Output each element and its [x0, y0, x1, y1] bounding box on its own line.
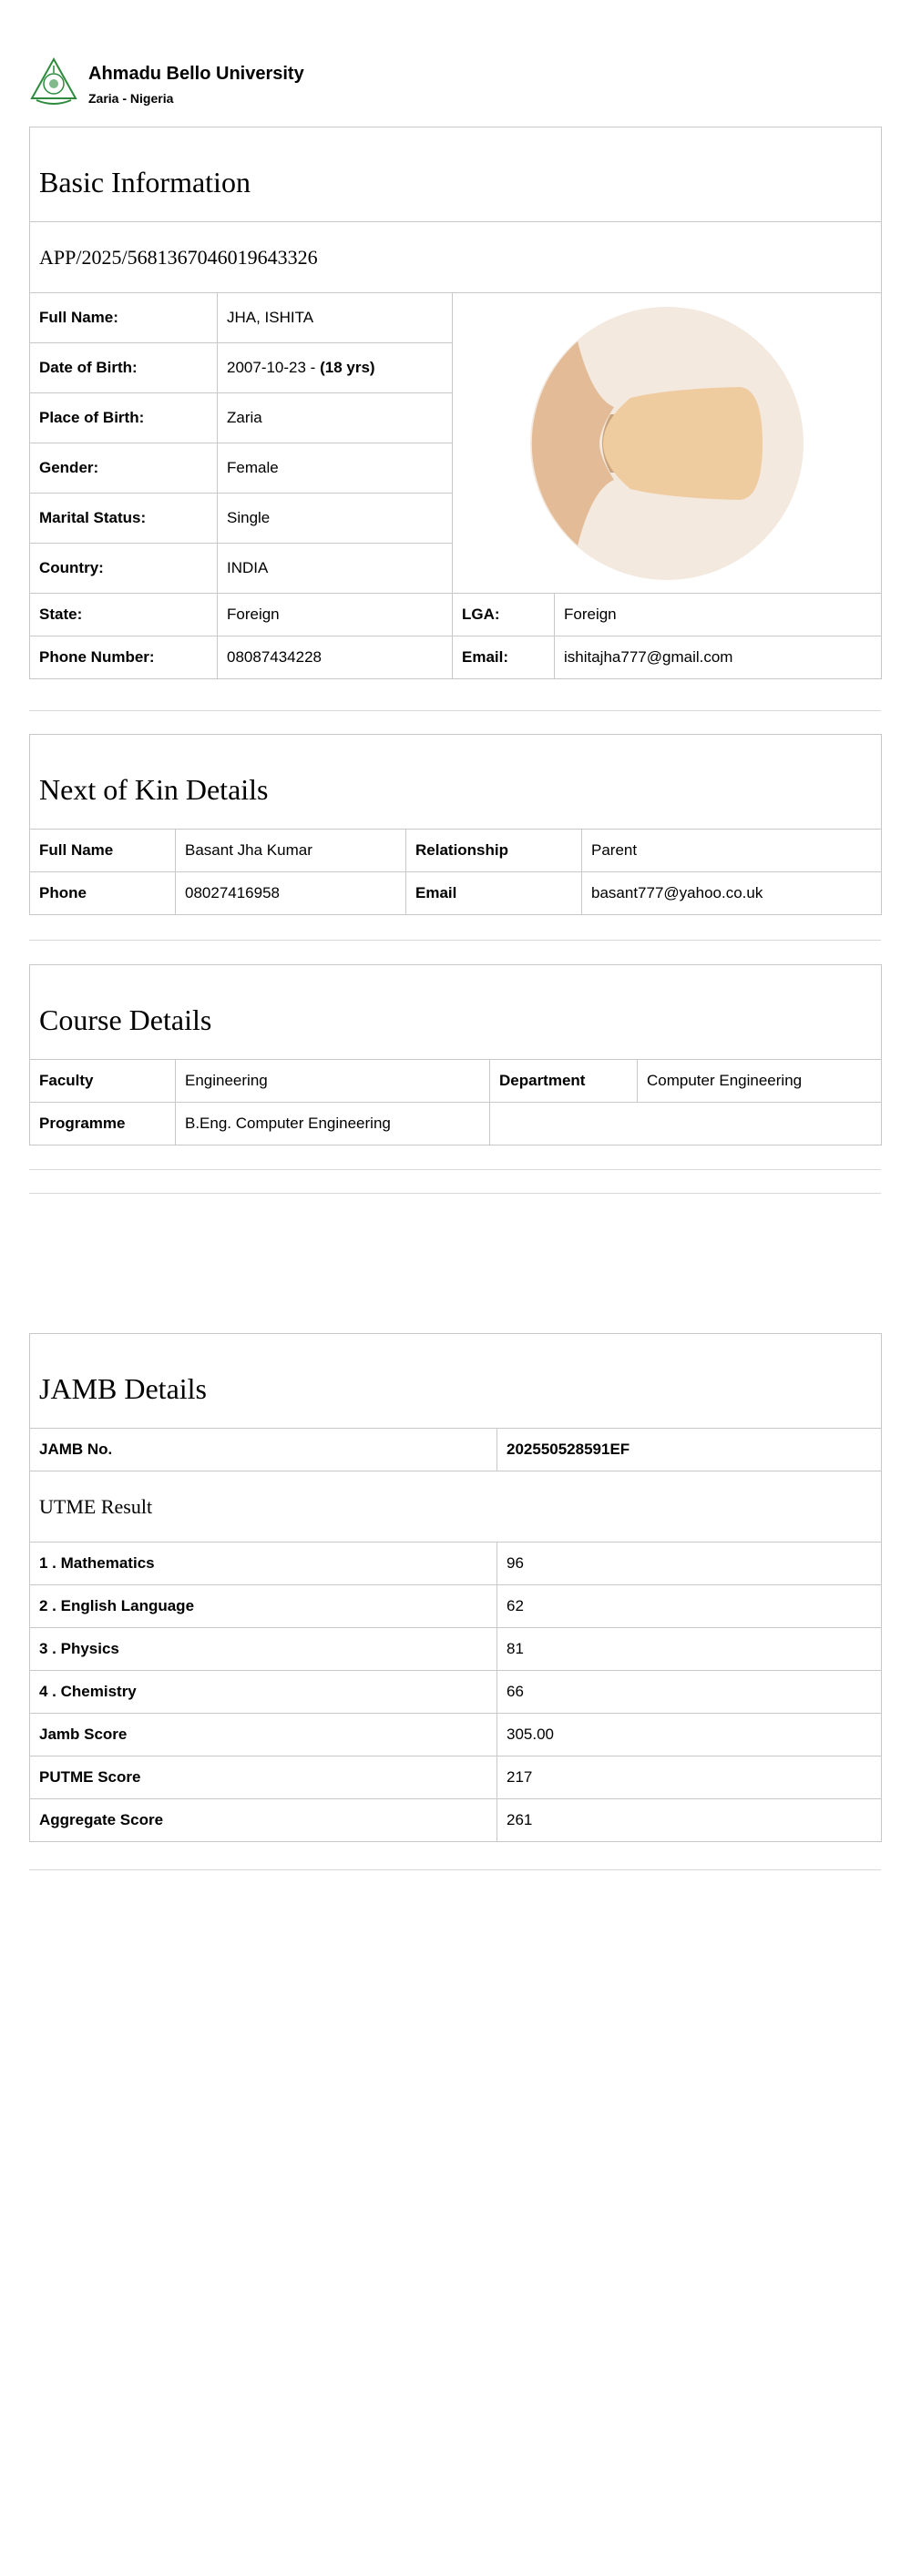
university-location: Zaria - Nigeria: [88, 91, 174, 106]
date-of-birth-value: [218, 343, 453, 393]
subject-score: 81: [497, 1628, 882, 1671]
divider: [29, 710, 881, 711]
passport-photo: [453, 293, 882, 594]
date-of-birth-label: Date of Birth:: [30, 343, 218, 393]
marital-status-value: Single: [218, 494, 453, 544]
department-label: Department: [490, 1060, 638, 1103]
marital-status-label: Marital Status:: [30, 494, 218, 544]
divider: [29, 1193, 881, 1194]
basic-information-section: [29, 127, 881, 679]
gender-label: Gender:: [30, 443, 218, 494]
putme-score-value: 217: [497, 1756, 882, 1799]
university-name: Ahmadu Bello University: [88, 64, 304, 84]
country-label: Country:: [30, 544, 218, 594]
kin-relationship-value: Parent: [582, 830, 882, 872]
email-label: Email:: [453, 636, 555, 679]
jamb-score-value: 305.00: [497, 1714, 882, 1756]
phone-number-value: 08087434228: [218, 636, 453, 679]
programme-value: B.Eng. Computer Engineering: [176, 1103, 490, 1145]
full-name-value: JHA, ISHITA: [218, 293, 453, 343]
subject-label: 2 . English Language: [30, 1585, 497, 1628]
subject-score: 62: [497, 1585, 882, 1628]
aggregate-score-value: 261: [497, 1799, 882, 1842]
kin-phone-value: 08027416958: [176, 872, 406, 915]
section-title: Next of Kin Details: [30, 735, 882, 830]
dob-age: (18 yrs): [320, 359, 375, 376]
avatar-photo-icon: [530, 307, 804, 580]
kin-full-name-label: Full Name: [30, 830, 176, 872]
jamb-no-label: JAMB No.: [30, 1429, 497, 1471]
faculty-value: Engineering: [176, 1060, 490, 1103]
subject-label: 4 . Chemistry: [30, 1671, 497, 1714]
dob-date: 2007-10-23 -: [227, 359, 321, 376]
divider: [29, 1869, 881, 1870]
lga-label: LGA:: [453, 594, 555, 636]
programme-label: Programme: [30, 1103, 176, 1145]
section-title: JAMB Details: [30, 1334, 882, 1429]
jamb-score-label: Jamb Score: [30, 1714, 497, 1756]
jamb-details-section: [29, 1333, 881, 1842]
divider: [29, 1169, 881, 1170]
kin-full-name-value: Basant Jha Kumar: [176, 830, 406, 872]
kin-email-label: Email: [406, 872, 582, 915]
kin-email-value: basant777@yahoo.co.uk: [582, 872, 882, 915]
subject-score: 96: [497, 1543, 882, 1585]
full-name-label: Full Name:: [30, 293, 218, 343]
email-value: ishitajha777@gmail.com: [555, 636, 882, 679]
application-number: APP/2025/5681367046019643326: [30, 222, 882, 293]
department-value: Computer Engineering: [638, 1060, 882, 1103]
kin-relationship-label: Relationship: [406, 830, 582, 872]
section-title: Basic Information: [30, 127, 882, 222]
aggregate-score-label: Aggregate Score: [30, 1799, 497, 1842]
subject-score: 66: [497, 1671, 882, 1714]
gender-value: Female: [218, 443, 453, 494]
state-value: Foreign: [218, 594, 453, 636]
place-of-birth-value: Zaria: [218, 393, 453, 443]
subject-label: 1 . Mathematics: [30, 1543, 497, 1585]
state-label: State:: [30, 594, 218, 636]
next-of-kin-section: [29, 734, 881, 915]
header: [29, 56, 576, 111]
university-logo-icon: [29, 56, 78, 106]
faculty-label: Faculty: [30, 1060, 176, 1103]
empty-cell: [490, 1103, 882, 1145]
divider: [29, 940, 881, 941]
lga-value: Foreign: [555, 594, 882, 636]
jamb-no-value: 202550528591EF: [497, 1429, 882, 1471]
course-details-section: [29, 964, 881, 1145]
country-value: INDIA: [218, 544, 453, 594]
utme-result-title: UTME Result: [30, 1471, 882, 1543]
kin-phone-label: Phone: [30, 872, 176, 915]
section-title: Course Details: [30, 965, 882, 1060]
subject-label: 3 . Physics: [30, 1628, 497, 1671]
place-of-birth-label: Place of Birth:: [30, 393, 218, 443]
putme-score-label: PUTME Score: [30, 1756, 497, 1799]
phone-number-label: Phone Number:: [30, 636, 218, 679]
